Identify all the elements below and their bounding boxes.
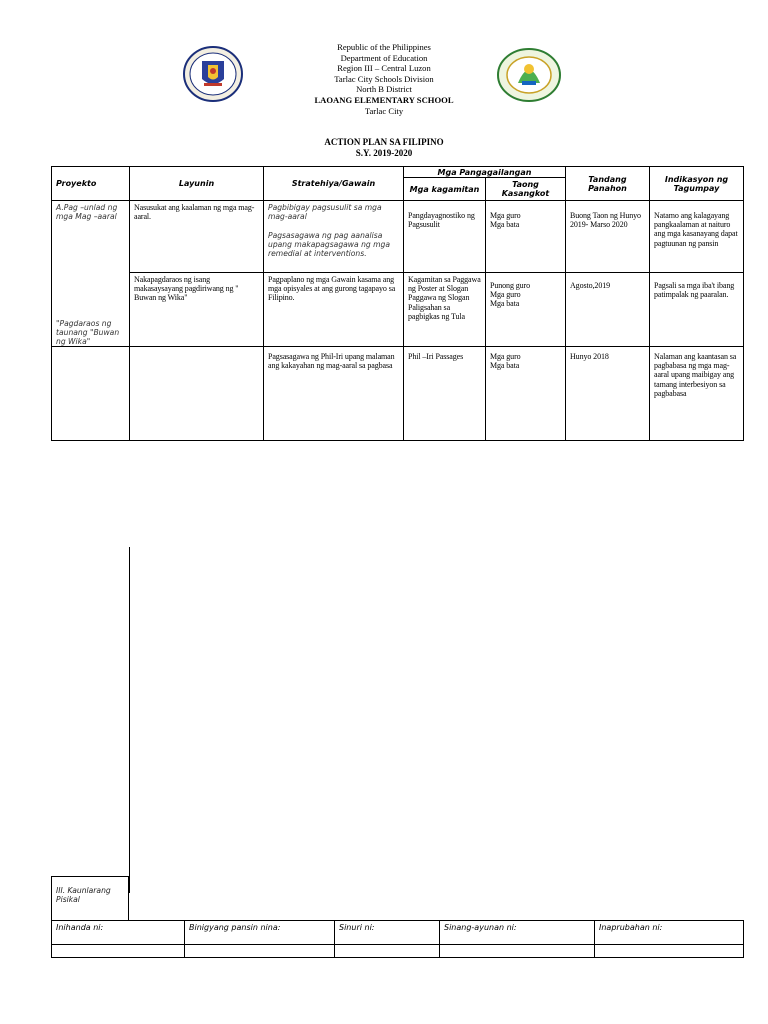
signature-cell	[595, 945, 744, 958]
signature-cell	[335, 945, 440, 958]
table-row	[52, 273, 744, 347]
inihanda-label: Inihanda ni:	[52, 921, 185, 945]
school-name: LAOANG ELEMENTARY SCHOOL	[314, 94, 454, 105]
signature-table	[51, 920, 744, 958]
section-divider-line	[129, 547, 130, 893]
layunin-cell: Nakapagdaraos ng isang makasaysayang pagdiriwang ng " Buwan ng Wika"	[130, 273, 264, 347]
indikasyon-cell: Nalaman ang kaantasan sa pagbabasa ng mga mag-aaral upang maibigay ang tamang interbesiyon sa pagbabasa	[650, 347, 744, 441]
taong-cell	[486, 273, 566, 347]
document-header	[0, 42, 768, 116]
page-title	[0, 137, 768, 159]
section3-label: III. Kaunlarang Pisikal	[56, 886, 111, 904]
header-line: North B District	[356, 84, 412, 95]
taong-text: Mga guro	[490, 352, 521, 361]
indikasyon-cell: Pagsali sa mga iba't ibang patimpalak ng paaralan.	[650, 273, 744, 347]
header-proyekto: Proyekto	[52, 167, 130, 201]
taong-text: Punong guro	[490, 281, 531, 290]
table-row	[52, 347, 744, 441]
layunin-cell: Nasusukat ang kaalaman ng mga mag-aaral.	[130, 201, 264, 273]
section3-box	[51, 876, 129, 920]
proyekto-text: "Pagdaraos ng taunang "Buwan ng Wika"	[56, 319, 120, 346]
proyekto-cell	[52, 347, 130, 441]
taong-cell	[486, 347, 566, 441]
action-plan-table	[51, 166, 744, 441]
stratehiya-cell: Pagsasagawa ng Phil-Iri upang malaman ang kakayahan ng mag-aaral sa pagbasa	[264, 347, 404, 441]
taong-text: Mga bata	[490, 299, 520, 309]
header-taong-kasangkot: Taong Kasangkot	[486, 178, 566, 201]
kagamitan-text: Kagamitan sa Paggawa ng Poster at Slogan	[408, 275, 481, 294]
header-kagamitan: Mga kagamitan	[404, 178, 486, 201]
kagamitan-cell	[404, 273, 486, 347]
taong-text: Mga bata	[490, 361, 520, 371]
indikasyon-cell: Natamo ang kalagayang pangkaalaman at naituro ang mga kasanayang dapat pagtuunan ng pansin	[650, 201, 744, 273]
panahon-cell: Agosto,2019	[566, 273, 650, 347]
header-pangangailangan: Mga Pangagailangan	[404, 167, 566, 178]
binigyang-label: Binigyang pansin nina:	[185, 921, 335, 945]
signature-cell	[52, 945, 185, 958]
taong-cell	[486, 201, 566, 273]
proyekto-text: A.Pag –unlad ng mga Mag –aaral	[56, 203, 118, 221]
stratehiya-text: Pagbibigay pagsusulit sa mga mag-aaral	[268, 203, 382, 221]
kagamitan-cell: Phil –Iri Passages	[404, 347, 486, 441]
header-indikasyon: Indikasyon ng Tagumpay	[650, 167, 744, 201]
signature-cell	[440, 945, 595, 958]
proyekto-cell	[52, 201, 130, 347]
taong-text: Mga guro	[490, 290, 521, 300]
signature-cell	[185, 945, 335, 958]
school-year: S.Y. 2019-2020	[355, 148, 413, 158]
stratehiya-text: Pagsasagawa ng pag aanalisa upang makapagsagawa ng mga remedial at interventions.	[268, 231, 391, 258]
table-row	[52, 201, 744, 273]
sinuri-label: Sinuri ni:	[335, 921, 440, 945]
header-line: Department of Education	[340, 52, 428, 63]
header-line: Tarlac City Schools Division	[334, 73, 434, 84]
sinang-ayunan-label: Sinang-ayunan ni:	[440, 921, 595, 945]
title-line: ACTION PLAN SA FILIPINO	[324, 137, 444, 147]
stratehiya-cell	[264, 201, 404, 273]
header-layunin: Layunin	[130, 167, 264, 201]
kagamitan-text: Paligsahan sa pagbigkas ng Tula	[408, 302, 465, 321]
header-stratehiya: Stratehiya/Gawain	[264, 167, 404, 201]
taong-text: Mga guro	[490, 211, 521, 220]
header-line: Republic of the Philippines	[337, 42, 431, 52]
kagamitan-cell: Pangdayagnostiko ng Pagsusulit	[404, 201, 486, 273]
inaprubahan-label: Inaprubahan ni:	[595, 921, 744, 945]
layunin-cell	[130, 347, 264, 441]
header-line: Region III – Central Luzon	[337, 63, 431, 74]
stratehiya-cell: Pagpaplano ng mga Gawain kasama ang mga opisyales at ang gurong tagapayo sa Filipino.	[264, 273, 404, 347]
panahon-cell: Hunyo 2018	[566, 347, 650, 441]
taong-text: Mga bata	[490, 220, 520, 230]
kagamitan-text: Paggawa ng Slogan	[408, 293, 470, 303]
panahon-cell: Buong Taon ng Hunyo 2019- Marso 2020	[566, 201, 650, 273]
header-tandang-panahon: Tandang Panahon	[566, 167, 650, 201]
header-line: Tarlac City	[364, 105, 404, 116]
